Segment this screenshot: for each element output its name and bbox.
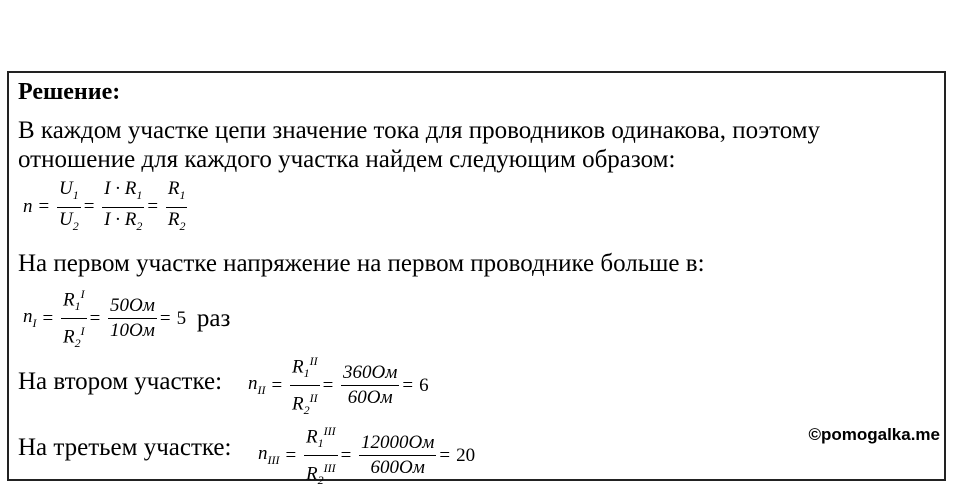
result-1-suffix: раз bbox=[196, 304, 231, 332]
fraction-values-1: $\frac{50Ом}{10Ом}$ bbox=[110, 295, 155, 342]
fraction-u: $\frac{U_1}{U_2}$ bbox=[58, 178, 79, 233]
formula-section2: $n_{II}$ = $\frac{R_1^{II}}{R_2^{II}}$ = $\frac{360Ом}{60Ом}$ = 6 bbox=[245, 350, 432, 421]
result-2: 6 bbox=[419, 374, 429, 396]
paragraph-line-2: отношение для каждого участка найдем следующим образом: bbox=[18, 146, 676, 173]
formula-section1: $n_I$ = $\frac{R_1^I}{R_2^I}$ = $\frac{50Ом}{10Ом}$ = 5 раз bbox=[20, 283, 233, 354]
formula-general: n = $\frac{U_1}{U_2}$ = $\frac{I \cdot R_1}{I \cdot R_2}$ = $\frac{R_1}{R_2}$ bbox=[20, 178, 187, 237]
result-3: 20 bbox=[456, 444, 476, 466]
fraction-r-ratio-3: $\frac{R_1^{III}}{R_2^{III}}$ bbox=[305, 424, 336, 488]
fraction-r: $\frac{R_1}{R_2}$ bbox=[167, 178, 186, 233]
result-1: 5 bbox=[176, 307, 187, 329]
section2-text: На втором участке: bbox=[18, 368, 223, 395]
fraction-values-2: $\frac{360Ом}{60Ом}$ bbox=[343, 362, 398, 409]
fraction-r-ratio-1: $\frac{R_1^I}{R_2^I}$ bbox=[62, 287, 85, 351]
fraction-ir: $\frac{I \cdot R_1}{I \cdot R_2}$ bbox=[104, 178, 143, 233]
section1-text: На первом участке напряжение на первом проводнике больше в: bbox=[18, 250, 705, 277]
solution-heading: Решение: bbox=[18, 79, 121, 105]
formula-section3: $n_{III}$ = $\frac{R_1^{III}}{R_2^{III}}$ = $\frac{12000Ом}{600Ом}$ = 20 bbox=[255, 420, 478, 491]
site-credit: ©pomogalka.me bbox=[808, 425, 940, 444]
paragraph-line-1: В каждом участке цепи значение тока для проводников одинакова, поэтому bbox=[18, 117, 821, 144]
section3-text: На третьем участке: bbox=[18, 434, 232, 461]
fraction-values-3: $\frac{12000Ом}{600Ом}$ bbox=[361, 432, 435, 479]
fraction-r-ratio-2: $\frac{R_1^{II}}{R_2^{II}}$ bbox=[291, 354, 318, 418]
formula-lhs: n bbox=[23, 196, 33, 218]
